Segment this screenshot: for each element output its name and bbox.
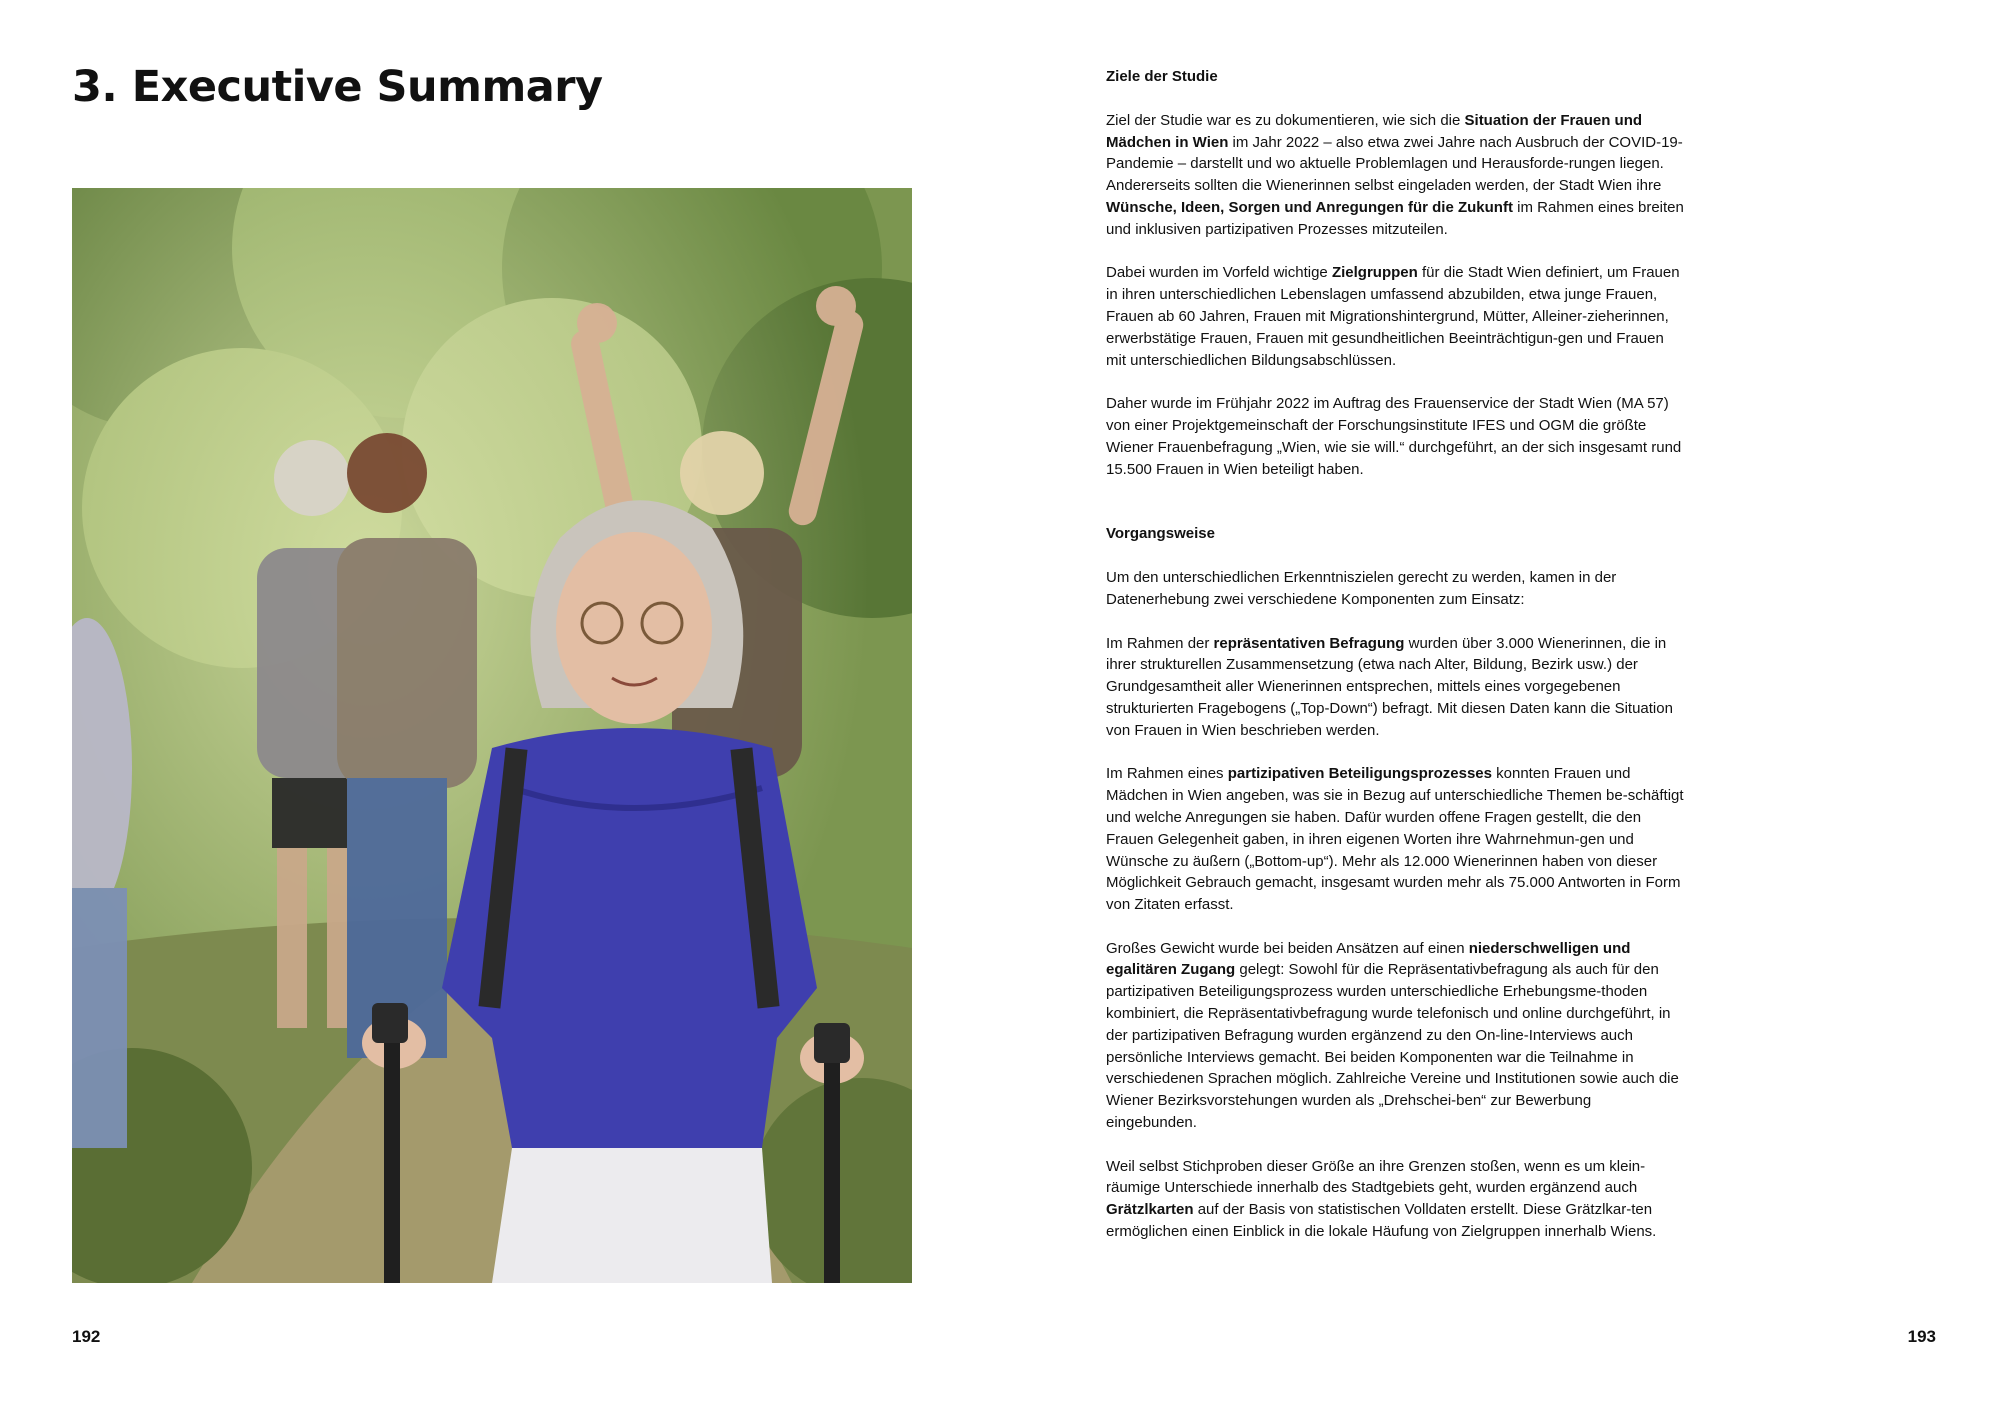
paragraph-4: Um den unterschiedlichen Erkenntniszielen gerecht zu werden, kamen in der Datenerhebung zwei verschiedene Komponenten zum Einsatz: bbox=[1106, 569, 1617, 608]
section-heading-vorgangsweise: Vorgangsweise bbox=[1106, 525, 1215, 543]
page-title: 3. Executive Summary bbox=[72, 62, 603, 112]
section-heading-ziele: Ziele der Studie bbox=[1106, 68, 1218, 85]
page-number-right: 193 bbox=[1907, 1327, 1936, 1346]
hikers-photo bbox=[72, 188, 912, 1283]
paragraph-2: Dabei wurden im Vorfeld wichtige Zielgruppen für die Stadt Wien definiert, um Frauen in ihren unterschiedlichen Lebenslagen umfassend abzubilden, etwa junge Frauen, Frauen ab 60 Jahren, Frauen mit Migrationshintergrund, Mütter, Alleiner-zieherinnen, erwerbstätige Frauen, Frauen mit gesundheitlichen Beeinträchtigun-gen und Frauen mit unterschiedlichen Bildungsabschlüssen. bbox=[1106, 264, 1680, 369]
paragraph-6: Im Rahmen eines partizipativen Beteiligungsprozesses konnten Frauen und Mädchen in Wien angeben, was sie in Bezug auf unterschiedliche Themen be-schäftigt und welche Anregungen sie haben. Dafür wurden offene Fragen gestellt, die den Frauen Gelegenheit gaben, in ihren eigenen Worten ihre Wahrnehmun-gen und Wünsche zu äußern („Bottom-up“). Mehr als 12.000 Wienerinnen haben von dieser Möglichkeit Gebrauch gemacht, insgesamt wurden mehr als 75.000 Antworten in Form von Zitaten erfasst. bbox=[1106, 765, 1684, 914]
paragraph-7: Großes Gewicht wurde bei beiden Ansätzen auf einen niederschwelligen und egalitären Zugang gelegt: Sowohl für die Repräsentativbefragung als auch für den partizipativen Beteiligungsprozess wurden unterschiedliche Erhebungsme-thoden kombiniert, die Repräsentativbefragung wurde telefonisch und online durchgeführt, in der partizipativen Befragung wurden ergänzend zu den On-line-Interviews auch persönliche Interviews gemacht. Bei beiden Komponenten war die Teilnahme in verschiedenen Sprachen möglich. Zahlreiche Vereine und Institutionen sowie auch die Wiener Bezirksvorstehungen wurden als „Drehschei-ben“ zur Bewerbung eingebunden. bbox=[1106, 939, 1679, 1132]
body-text bbox=[1106, 66, 1686, 1265]
paragraph-8: Weil selbst Stichproben dieser Größe an ihre Grenzen stoßen, wenn es um klein-räumige Unterschiede innerhalb des Stadtgebiets geht, wurden ergänzend auch Grätzlkarten auf der Basis von statistischen Volldaten erstellt. Diese Grätzlkar-ten ermöglichen einen Einblick in die lokale Häufung von Zielgruppen innerhalb Wiens. bbox=[1106, 1157, 1657, 1241]
right-page bbox=[1000, 0, 2000, 1414]
paragraph-3: Daher wurde im Frühjahr 2022 im Auftrag des Frauenservice der Stadt Wien (MA 57) von einer Projektgemeinschaft der Forschungsinstitute IFES und OGM die größte Wiener Frauenbefragung „Wien, wie sie will.“ durchgeführt, an der sich insgesamt rund 15.500 Frauen in Wien beteiligt haben. bbox=[1106, 395, 1682, 478]
photo-illustration bbox=[72, 188, 912, 1283]
paragraph-1: Ziel der Studie war es zu dokumentieren, wie sich die Situation der Frauen und Mädchen in Wien im Jahr 2022 – also etwa zwei Jahre nach Ausbruch der COVID-19-Pandemie – darstellt und wo aktuelle Problemlagen und Herausforde-rungen liegen. Andererseits sollten die Wienerinnen selbst eingeladen werden, der Stadt Wien ihre Wünsche, Ideen, Sorgen und Anregungen für die Zukunft im Rahmen eines breiten und inklusiven partizipativen Prozesses mitzuteilen. bbox=[1106, 111, 1684, 238]
paragraph-5: Im Rahmen der repräsentativen Befragung wurden über 3.000 Wienerinnen, die in ihrer strukturellen Zusammensetzung (etwa nach Alter, Bildung, Bezirk usw.) der Grundgesamtheit aller Wienerinnen entsprechen, mittels eines vorgegebenen strukturierten Fragebogens („Top-Down“) befragt. Mit diesen Daten kann die Situation von Frauen in Wien beschrieben werden. bbox=[1106, 634, 1673, 739]
page-number-left: 192 bbox=[72, 1327, 101, 1346]
